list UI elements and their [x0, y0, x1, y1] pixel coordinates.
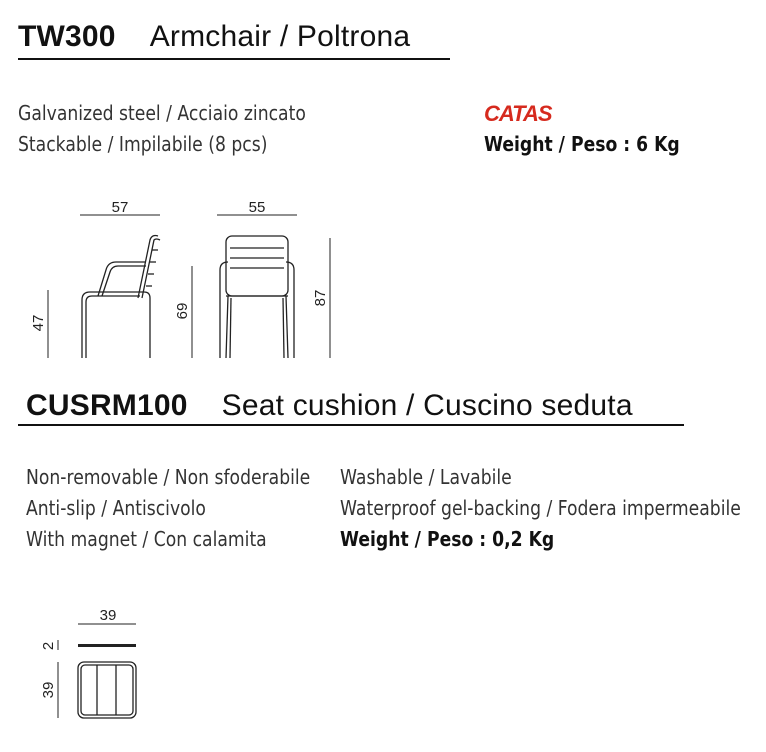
- product1-spec-stackable: Stackable / Impilabile (8 pcs): [18, 132, 268, 156]
- dim-front-width-label: 55: [248, 199, 266, 216]
- product2-title-rule: [18, 424, 684, 426]
- product1-title: [18, 20, 410, 54]
- product1-weight: Weight / Peso : 6 Kg: [484, 132, 680, 156]
- dim-cushion-width-label: 39: [99, 607, 117, 624]
- cushion-top-view: [78, 662, 136, 718]
- dim-side-width-label: 57: [111, 199, 129, 216]
- armchair-side-view: [82, 236, 160, 359]
- product2-spec-washable: Washable / Lavabile: [340, 465, 512, 489]
- dim-total-height-label: 87: [312, 289, 329, 307]
- product2-spec-magnet: With magnet / Con calamita: [26, 527, 267, 551]
- dim-arm-height-label: 69: [174, 302, 191, 320]
- product2-spec-removable: Non-removable / Non sfoderabile: [26, 465, 311, 489]
- product2-title: [26, 389, 633, 423]
- catas-logo: CATAS: [484, 101, 552, 126]
- product2-code: CUSRM100: [26, 389, 188, 422]
- armchair-drawings: [0, 190, 360, 370]
- cushion-drawings: [0, 600, 180, 730]
- dim-seat-height-label: 47: [30, 314, 47, 332]
- cushion-side-profile: [78, 644, 136, 647]
- product1-name: Armchair / Poltrona: [149, 20, 411, 53]
- product2-weight: Weight / Peso : 0,2 Kg: [340, 527, 555, 551]
- dim-cushion-depth-label: 39: [40, 681, 57, 699]
- product1-title-rule: [18, 58, 450, 60]
- product2-spec-waterproof: Waterproof gel-backing / Fodera impermeabile: [340, 496, 741, 520]
- product1-code: TW300: [18, 20, 116, 53]
- product2-spec-antislip: Anti-slip / Antiscivolo: [26, 496, 206, 520]
- product1-spec-material: Galvanized steel / Acciaio zincato: [18, 101, 306, 125]
- product2-name: Seat cushion / Cuscino seduta: [221, 389, 633, 422]
- armchair-front-view: [220, 236, 294, 358]
- dim-cushion-thickness-label: 2: [40, 641, 57, 651]
